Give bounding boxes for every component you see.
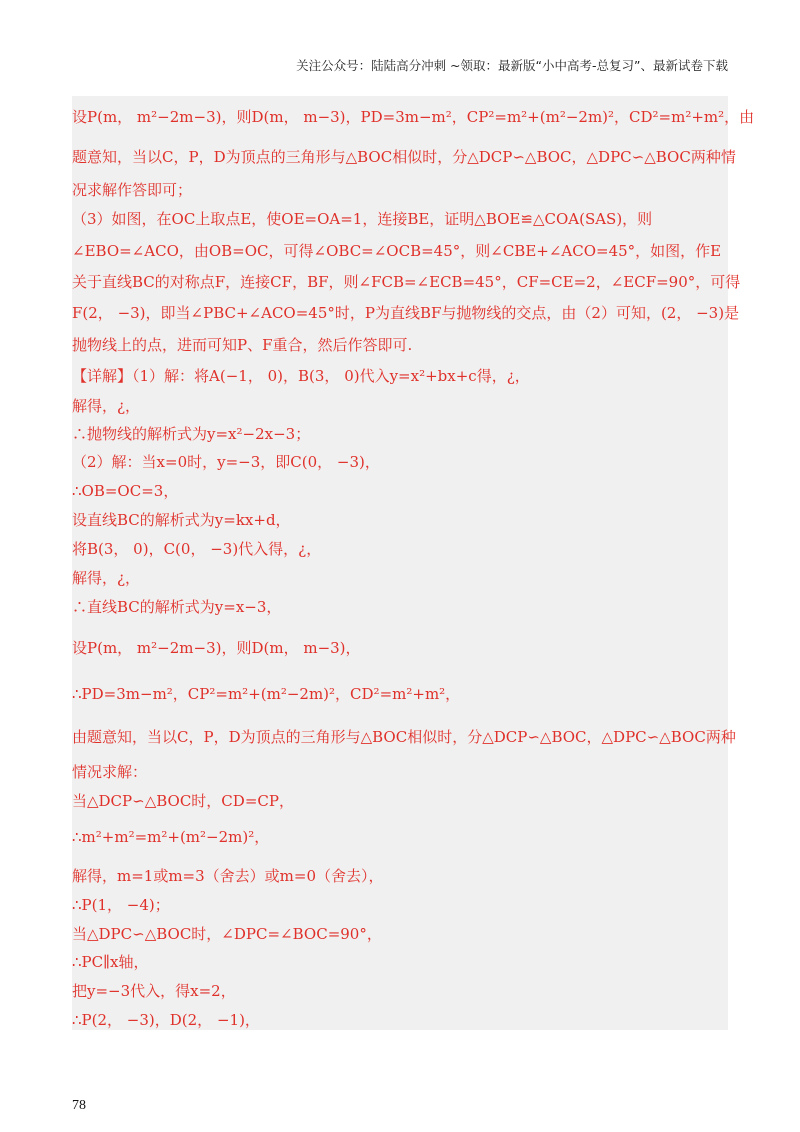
- solution-line: 题意知，当以C，P，D为顶点的三角形与△BOC相似时，分△DCP∽△BOC，△DPC∽△BOC两种情: [72, 148, 736, 166]
- solution-line: 关于直线BC的对称点F，连接CF，BF，则∠FCB=∠ECB=45°，CF=CE=2，∠ECF=90°，可得: [72, 273, 741, 291]
- solution-line: （2）解：当x=0时，y=−3，即C(0， −3)，: [72, 453, 380, 471]
- page-number: 78: [72, 1098, 86, 1113]
- solution-line: ∴直线BC的解析式为y=x−3，: [72, 598, 282, 616]
- solution-line: 情况求解：: [72, 763, 148, 781]
- solution-line: 解得，¿，: [72, 397, 141, 415]
- solution-line: ∴P(1， −4)；: [72, 896, 170, 914]
- solution-line: ∴PD=3m−m²，CP²=m²+(m²−2m)²，CD²=m²+m²，: [72, 685, 461, 703]
- solution-line: 【详解】（1）解：将A(−1， 0)，B(3， 0)代入y=x²+bx+c得，¿，: [72, 367, 530, 385]
- solution-line: 设P(m， m²−2m−3)，则D(m， m−3)，: [72, 639, 361, 657]
- solution-line: 当△DPC∽△BOC时，∠DPC=∠BOC=90°，: [72, 925, 382, 943]
- solution-line: 解得，¿，: [72, 569, 141, 587]
- solution-line: ∴PC∥x轴，: [72, 953, 149, 971]
- solution-panel: [72, 96, 755, 1030]
- solution-line: 将B(3， 0)，C(0， −3)代入得，¿，: [72, 540, 322, 558]
- solution-line: ∴P(2， −3)，D(2， −1)，: [72, 1011, 260, 1029]
- solution-line: 设P(m， m²−2m−3)，则D(m， m−3)，PD=3m−m²，CP²=m²+(m²−2m)²，CD²=m²+m²，由: [72, 108, 755, 126]
- solution-line: 把y=−3代入，得x=2，: [72, 982, 236, 1000]
- solution-line: ∠EBO=∠ACO，由OB=OC，可得∠OBC=∠OCB=45°，则∠CBE+∠ACO=45°，如图，作E: [72, 242, 722, 260]
- solution-line: 由题意知，当以C，P，D为顶点的三角形与△BOC相似时，分△DCP∽△BOC，△DPC∽△BOC两种: [72, 728, 736, 746]
- solution-line: ∴抛物线的解析式为y=x²−2x−3；: [72, 425, 311, 443]
- solution-line: 设直线BC的解析式为y=kx+d，: [72, 511, 291, 529]
- solution-line: 当△DCP∽△BOC时，CD=CP，: [72, 792, 294, 810]
- solution-line: ∴m²+m²=m²+(m²−2m)²，: [72, 828, 270, 846]
- solution-line: 况求解作答即可；: [72, 181, 193, 199]
- solution-line: 解得，m=1或m=3（舍去）或m=0（舍去），: [72, 867, 384, 885]
- solution-line: （3）如图，在OC上取点E，使OE=OA=1，连接BE，证明△BOE≌△COA(SAS)，则: [72, 210, 653, 228]
- page-header: 关注公众号：陆陆高分冲刺 ~领取：最新版“小中高考-总复习”、最新试卷下载: [296, 58, 728, 73]
- solution-line: F(2， −3)，即当∠PBC+∠ACO=45°时，P为直线BF与抛物线的交点，由（2）可知，(2， −3)是: [72, 304, 740, 322]
- solution-line: 抛物线上的点，进而可知P、F重合，然后作答即可.: [72, 336, 413, 354]
- solution-line: ∴OB=OC=3，: [72, 482, 179, 500]
